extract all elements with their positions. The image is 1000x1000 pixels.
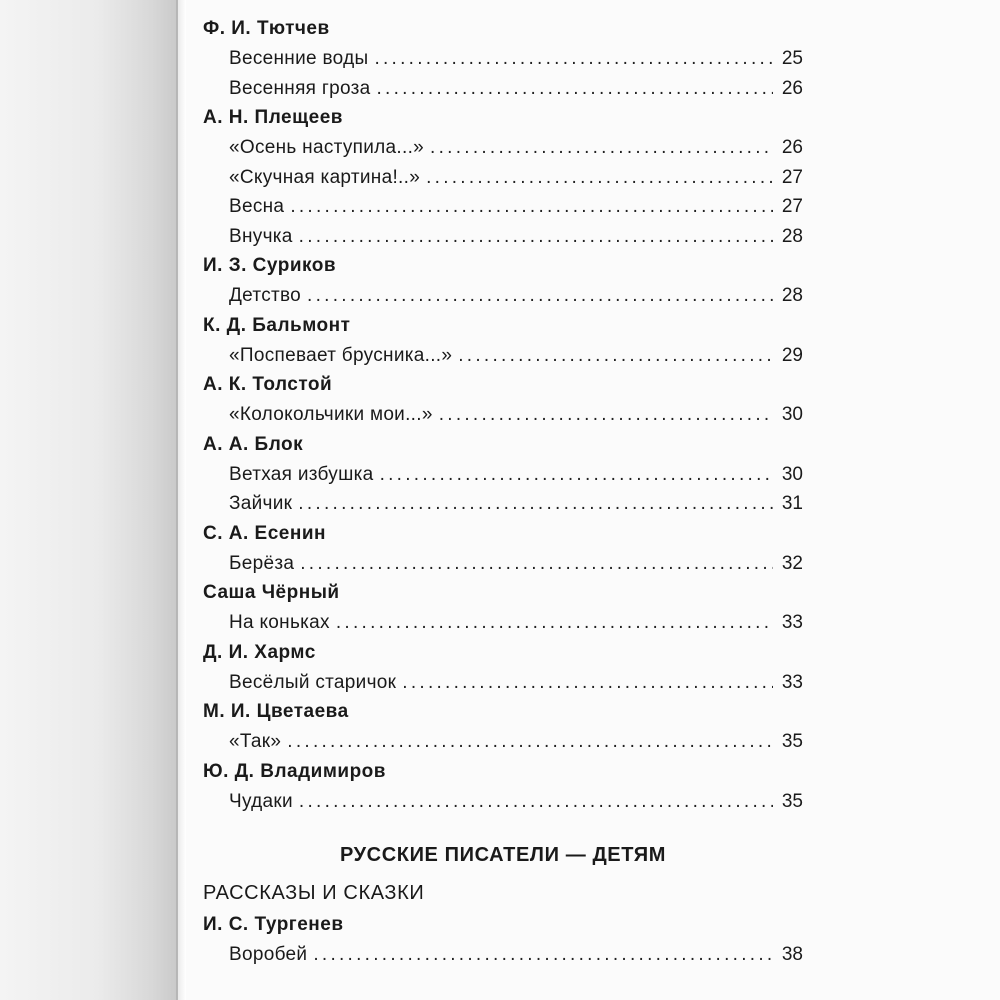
toc-entry <box>229 163 803 193</box>
work-title: Весёлый старичок <box>229 671 397 693</box>
page-number: 31 <box>781 493 803 514</box>
dot-leader <box>299 787 773 817</box>
work-title: «Поспевает брусника...» <box>229 344 453 366</box>
author-block <box>203 14 803 103</box>
book-gutter <box>0 0 178 1000</box>
spine-shadow <box>176 0 186 1000</box>
work-title: Зайчик <box>229 493 293 514</box>
toc-entry <box>229 222 803 252</box>
dot-leader <box>290 192 773 222</box>
work-title: «Колокольчики мои...» <box>229 404 433 425</box>
page-number: 27 <box>781 196 803 217</box>
toc-entry <box>229 341 803 371</box>
toc-entry <box>229 608 803 638</box>
author-name: С. А. Есенин <box>203 522 326 544</box>
page-number: 29 <box>781 344 803 366</box>
toc-entry <box>229 460 803 490</box>
page-number: 33 <box>781 671 803 693</box>
page-number: 28 <box>781 285 803 306</box>
page-number: 30 <box>781 404 803 425</box>
work-title: «Так» <box>229 731 282 752</box>
toc-entry <box>229 281 803 311</box>
dot-leader <box>313 940 773 970</box>
author-name: Саша Чёрный <box>203 582 340 603</box>
work-title: Берёза <box>229 552 295 574</box>
author-block <box>203 697 803 757</box>
dot-leader <box>307 281 773 311</box>
author-block <box>203 430 803 519</box>
dot-leader <box>374 44 773 74</box>
author-name: Ю. Д. Владимиров <box>203 760 386 782</box>
dot-leader <box>287 727 773 757</box>
author-block <box>203 757 803 817</box>
page-number: 32 <box>781 552 803 574</box>
work-title: «Скучная картина!..» <box>229 166 421 188</box>
work-title: Ветхая избушка <box>229 463 374 485</box>
work-title: Детство <box>229 285 302 306</box>
subsection-title: РАССКАЗЫ И СКАЗКИ <box>203 882 425 904</box>
toc-entry <box>229 940 803 970</box>
toc-entry <box>229 489 803 519</box>
dot-leader <box>439 400 773 430</box>
page-number: 30 <box>781 463 803 485</box>
author-name: А. К. Толстой <box>203 374 333 395</box>
author-block <box>203 103 803 251</box>
dot-leader <box>300 549 773 579</box>
toc-entry <box>229 44 803 74</box>
toc-entry <box>229 133 803 163</box>
dot-leader <box>336 608 773 638</box>
author-block <box>203 578 803 638</box>
dot-leader <box>458 341 773 371</box>
work-title: Внучка <box>229 225 293 247</box>
dot-leader <box>298 489 773 519</box>
page-number: 35 <box>781 790 803 812</box>
toc-entry <box>229 787 803 817</box>
page-number: 26 <box>781 137 803 158</box>
author-block <box>203 638 803 698</box>
toc-entry <box>229 192 803 222</box>
author-name: И. С. Тургенев <box>203 914 344 935</box>
page-number: 38 <box>781 944 803 965</box>
author-block <box>203 311 803 371</box>
page-number: 35 <box>781 731 803 752</box>
dot-leader <box>402 668 773 698</box>
author-block <box>203 519 803 579</box>
author-name: А. А. Блок <box>203 433 304 455</box>
author-name: И. З. Суриков <box>203 255 337 276</box>
toc-entry <box>229 400 803 430</box>
author-name: Ф. И. Тютчев <box>203 18 330 39</box>
work-title: Весна <box>229 196 285 217</box>
author-block <box>203 370 803 430</box>
dot-leader <box>376 74 773 104</box>
author-name: М. И. Цветаева <box>203 701 349 722</box>
dot-leader <box>380 460 773 490</box>
dot-leader <box>299 222 773 252</box>
author-name: Д. И. Хармс <box>203 641 316 663</box>
work-title: «Осень наступила...» <box>229 137 425 158</box>
page-number: 25 <box>781 48 803 69</box>
work-title: Весенняя гроза <box>229 77 371 99</box>
work-title: Чудаки <box>229 790 293 812</box>
author-block <box>203 910 803 970</box>
author-name: К. Д. Бальмонт <box>203 314 351 336</box>
toc-entry <box>229 74 803 104</box>
work-title: На коньках <box>229 612 330 633</box>
dot-leader <box>426 163 773 193</box>
page-number: 33 <box>781 612 803 633</box>
toc-entry <box>229 727 803 757</box>
page-number: 27 <box>781 166 803 188</box>
work-title: Весенние воды <box>229 48 369 69</box>
page-number: 26 <box>781 77 803 99</box>
page-number: 28 <box>781 225 803 247</box>
table-of-contents <box>203 14 803 970</box>
toc-entry <box>229 549 803 579</box>
dot-leader <box>430 133 773 163</box>
section-title: РУССКИЕ ПИСАТЕЛИ — ДЕТЯМ <box>339 844 667 866</box>
author-block <box>203 251 803 311</box>
work-title: Воробей <box>229 944 308 965</box>
author-name: А. Н. Плещеев <box>203 107 343 128</box>
toc-entry <box>229 668 803 698</box>
